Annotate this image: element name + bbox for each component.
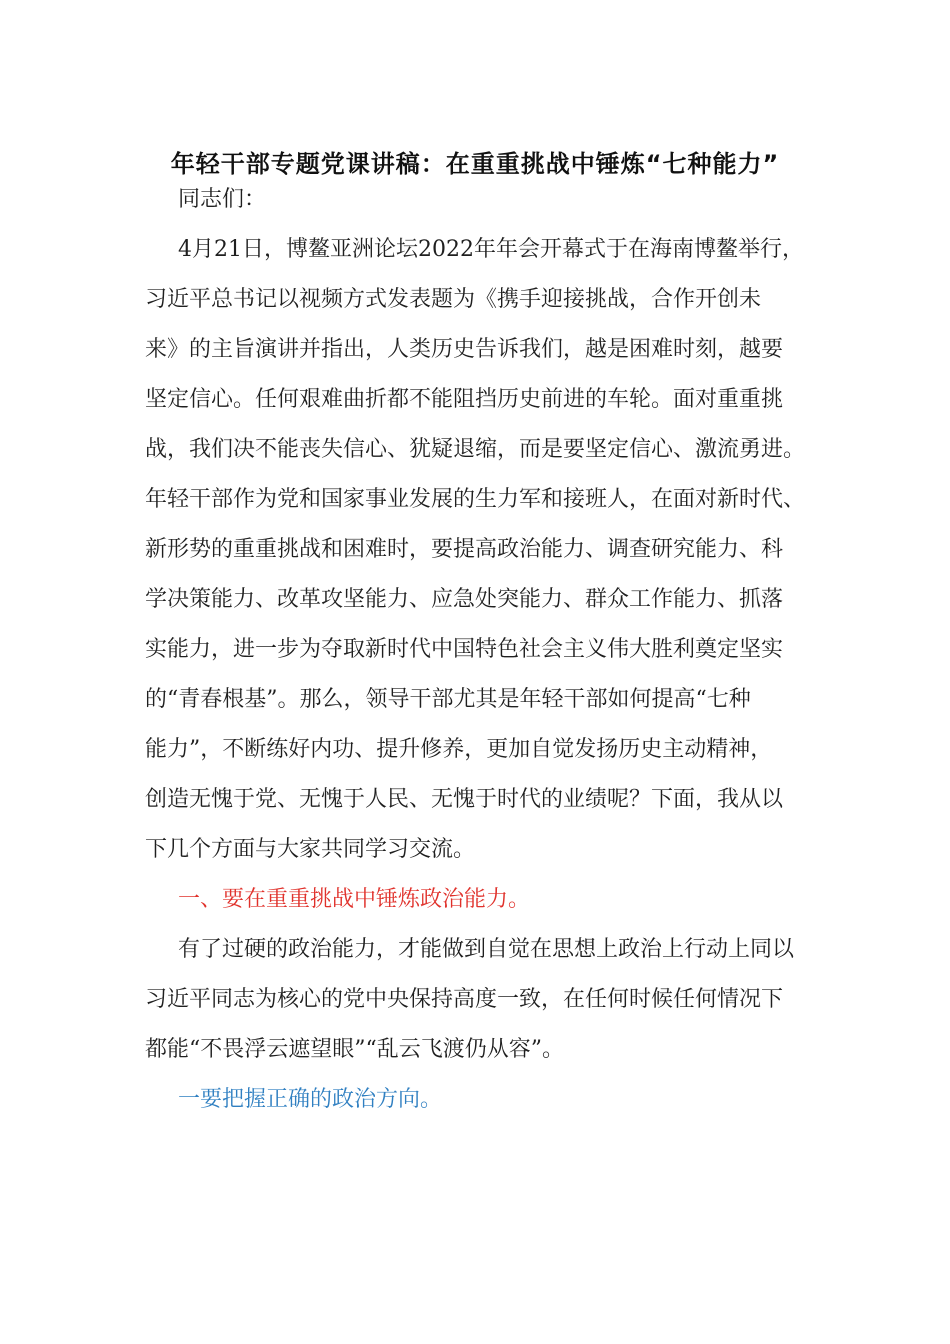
paragraph-line: 习近平同志为核心的党中央保持高度一致，在任何时候任何情况下 [145, 987, 784, 1012]
paragraph-line: 下几个方面与大家共同学习交流。 [145, 837, 476, 862]
paragraph-line: 战，我们决不能丧失信心、犹疑退缩，而是要坚定信心、激流勇进。 [145, 437, 806, 462]
paragraph-line: 习近平总书记以视频方式发表题为《携手迎接挑战，合作开创未 [145, 287, 762, 312]
section-heading: 一、要在重重挑战中锤炼政治能力。 [178, 887, 531, 912]
document-title: 年轻干部专题党课讲稿：在重重挑战中锤炼“七种能力” [170, 150, 780, 178]
paragraph-line: 来》的主旨演讲并指出，人类历史告诉我们，越是困难时刻，越要 [145, 337, 784, 362]
paragraph-line: 创造无愧于党、无愧于人民、无愧于时代的业绩呢？下面，我从以 [145, 787, 784, 812]
paragraph-line: 能力”，不断练好内功、提升修养，更加自觉发扬历史主动精神， [145, 737, 773, 762]
subheading: 一要把握正确的政治方向。 [178, 1087, 443, 1112]
paragraph-line: 坚定信心。任何艰难曲折都不能阻挡历史前进的车轮。面对重重挑 [145, 387, 784, 412]
paragraph-line: 有了过硬的政治能力，才能做到自觉在思想上政治上行动上同以 [178, 937, 795, 962]
paragraph-line: 4月21日，博鳌亚洲论坛2022年年会开幕式于在海南博鳌举行， [178, 237, 804, 262]
paragraph-line: 年轻干部作为党和国家事业发展的生力军和接班人，在面对新时代、 [145, 487, 806, 512]
paragraph-line: 都能“不畏浮云遮望眼”“乱云飞渡仍从容”。 [145, 1037, 564, 1062]
paragraph-line: 新形势的重重挑战和困难时，要提高政治能力、调查研究能力、科 [145, 537, 784, 562]
paragraph-line: 的“青春根基”。那么，领导干部尤其是年轻干部如何提高“七种 [145, 687, 751, 712]
paragraph-line: 实能力，进一步为夺取新时代中国特色社会主义伟大胜利奠定坚实 [145, 637, 784, 662]
paragraph-line: 学决策能力、改革攻坚能力、应急处突能力、群众工作能力、抓落 [145, 587, 784, 612]
greeting: 同志们： [178, 187, 267, 212]
